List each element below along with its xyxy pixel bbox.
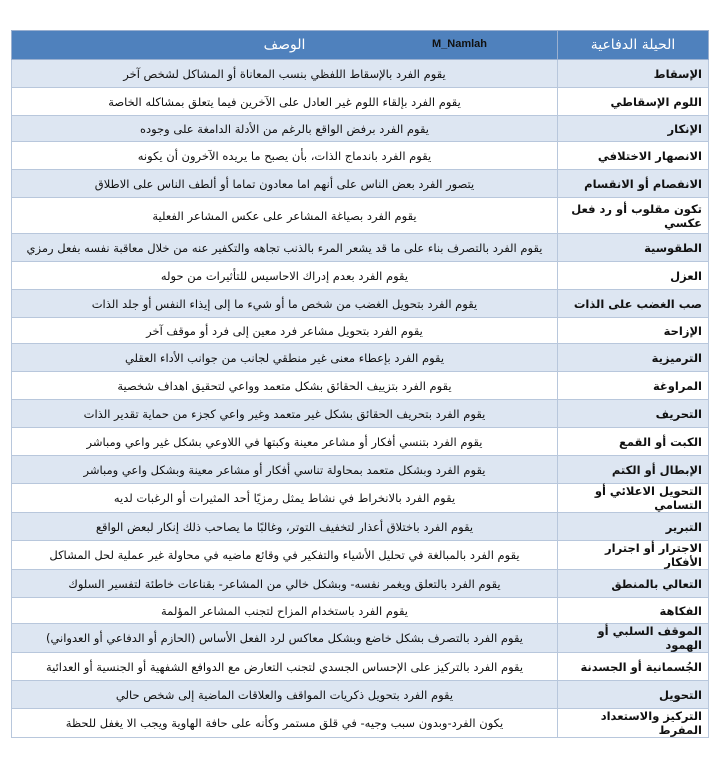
table-row <box>12 318 709 344</box>
table-row <box>12 198 709 234</box>
header-mechanism: الحيلة الدفاعية <box>558 31 709 60</box>
author-watermark: M_Namlah <box>432 38 488 50</box>
table-row <box>12 513 709 541</box>
mechanism-name: الانفصام أو الانقسام <box>558 170 709 198</box>
table-row <box>12 262 709 290</box>
mechanism-description: يقوم الفرد بتحريف الحقائق بشكل غير متعمد وغير واعي كجزء من حماية تقدير الذات <box>12 400 558 428</box>
mechanism-name: الجُسمانية أو الجسدنة <box>558 653 709 681</box>
mechanism-description: يقوم الفرد بإلقاء اللوم غير العادل على الآخرين فيما يتعلق بمشاكله الخاصة <box>12 88 558 116</box>
mechanism-name: الإنكار <box>558 116 709 142</box>
mechanism-name: تكون مقلوب أو رد فعل عكسي <box>558 198 709 234</box>
table-row <box>12 60 709 88</box>
mechanism-description: يقوم الفرد باختلاق أعذار لتخفيف التوتر، وغالبًا ما يصاحب ذلك إنكار لبعض الواقع <box>12 513 558 541</box>
mechanism-description: يقوم الفرد بصياغة المشاعر على عكس المشاعر الفعلية <box>12 198 558 234</box>
mechanism-description: يقوم الفرد برفض الواقع بالرغم من الأدلة الدامغة على وجوده <box>12 116 558 142</box>
mechanism-name: التركيز والاستعداد المفرط <box>558 709 709 738</box>
mechanism-name: التبرير <box>558 513 709 541</box>
mechanism-description: يقوم الفرد بالتصرف بشكل خاضع وبشكل معاكس لرد الفعل الأساس (الحازم أو الدفاعي أو العدواني) <box>12 624 558 653</box>
mechanism-description: يقوم الفرد بتحويل ذكريات المواقف والعلاقات الماضية إلى شخص حالي <box>12 681 558 709</box>
mechanism-name: العزل <box>558 262 709 290</box>
table-row <box>12 484 709 513</box>
mechanism-name: اللوم الإسقاطي <box>558 88 709 116</box>
mechanism-description: يقوم الفرد وبشكل متعمد بمحاولة تناسي أفكار أو مشاعر معينة وبشكل واعي ومباشر <box>12 456 558 484</box>
table-row <box>12 709 709 738</box>
mechanism-name: الاجترار أو اجترار الأفكار <box>558 541 709 570</box>
table-row <box>12 88 709 116</box>
defense-mechanisms-table <box>11 30 709 738</box>
table-body <box>12 60 709 738</box>
table-row <box>12 541 709 570</box>
mechanism-name: التحريف <box>558 400 709 428</box>
mechanism-name: الانصهار الاختلافي <box>558 142 709 170</box>
mechanism-name: الموقف السلبي أو الهمود <box>558 624 709 653</box>
header-description <box>12 31 558 60</box>
header-description-label: الوصف <box>263 37 306 53</box>
mechanism-description: يكون الفرد-وبدون سبب وجيه- في قلق مستمر وكأنه على حافة الهاوية ويجب الا يغفل للحظة <box>12 709 558 738</box>
mechanism-description: يقوم الفرد بإعطاء معنى غير منطقي لجانب من جوانب الأداء العقلي <box>12 344 558 372</box>
mechanism-name: المراوغة <box>558 372 709 400</box>
table-row <box>12 116 709 142</box>
mechanism-description: يقوم الفرد بتحويل مشاعر فرد معين إلى فرد أو موقف آخر <box>12 318 558 344</box>
table-header-row <box>12 31 709 60</box>
table-row <box>12 598 709 624</box>
mechanism-description: يقوم الفرد بتنسي أفكار أو مشاعر معينة وكبتها في اللاوعي بشكل غير واعي ومباشر <box>12 428 558 456</box>
mechanism-description: يتصور الفرد بعض الناس على أنهم اما معادون تماما أو ألطف الناس على الاطلاق <box>12 170 558 198</box>
table-row <box>12 570 709 598</box>
table-row <box>12 653 709 681</box>
mechanism-name: الإبطال أو الكتم <box>558 456 709 484</box>
mechanism-description: يقوم الفرد بالانخراط في نشاط يمثل رمزيًا أحد المثيرات أو الرغبات لديه <box>12 484 558 513</box>
mechanism-name: الإسقاط <box>558 60 709 88</box>
table-row <box>12 234 709 262</box>
table-row <box>12 372 709 400</box>
mechanism-name: الفكاهة <box>558 598 709 624</box>
mechanism-name: الطقوسية <box>558 234 709 262</box>
table-row <box>12 170 709 198</box>
table-row <box>12 344 709 372</box>
mechanism-description: يقوم الفرد بالتصرف بناء على ما قد يشعر المرء بالذنب تجاهه والتكفير عنه من خلال معاقبة نفسه بفعل رمزي <box>12 234 558 262</box>
mechanism-description: يقوم الفرد بتحويل الغضب من شخص ما أو شيء ما إلى إيذاء النفس أو جلد الذات <box>12 290 558 318</box>
mechanism-description: يقوم الفرد بتزييف الحقائق بشكل متعمد وواعي لتحقيق اهداف شخصية <box>12 372 558 400</box>
mechanism-name: الكبت أو القمع <box>558 428 709 456</box>
mechanism-name: صب الغضب على الذات <box>558 290 709 318</box>
table-row <box>12 624 709 653</box>
mechanism-name: الإزاحة <box>558 318 709 344</box>
mechanism-description: يقوم الفرد بالتعلق ويغمر نفسه- وبشكل خالي من المشاعر- بقناعات خاطئة لتفسير السلوك <box>12 570 558 598</box>
mechanism-description: يقوم الفرد بالتركيز على الإحساس الجسدي لتجنب التعارض مع الدوافع الشفهية أو الجنسية أو العدائية <box>12 653 558 681</box>
mechanism-name: التعالي بالمنطق <box>558 570 709 598</box>
defense-mechanisms-table-container <box>11 30 709 738</box>
mechanism-name: التحويل <box>558 681 709 709</box>
mechanism-description: يقوم الفرد باندماج الذات، بأن يصبح ما يريده الآخرون أن يكونه <box>12 142 558 170</box>
table-row <box>12 681 709 709</box>
mechanism-name: الترميزية <box>558 344 709 372</box>
mechanism-description: يقوم الفرد بالمبالغة في تحليل الأشياء والتفكير في وقائع ماضيه في محاولة غير عملية لحل المشاكل <box>12 541 558 570</box>
table-row <box>12 142 709 170</box>
table-row <box>12 456 709 484</box>
table-row <box>12 428 709 456</box>
mechanism-description: يقوم الفرد بعدم إدراك الاحاسيس للتأثيرات من حوله <box>12 262 558 290</box>
mechanism-name: التحويل الاعلائي أو التسامي <box>558 484 709 513</box>
mechanism-description: يقوم الفرد بالإسقاط اللفظي بنسب المعاناة أو المشاكل لشخص آخر <box>12 60 558 88</box>
table-row <box>12 400 709 428</box>
table-row <box>12 290 709 318</box>
mechanism-description: يقوم الفرد باستخدام المزاح لتجنب المشاعر المؤلمة <box>12 598 558 624</box>
